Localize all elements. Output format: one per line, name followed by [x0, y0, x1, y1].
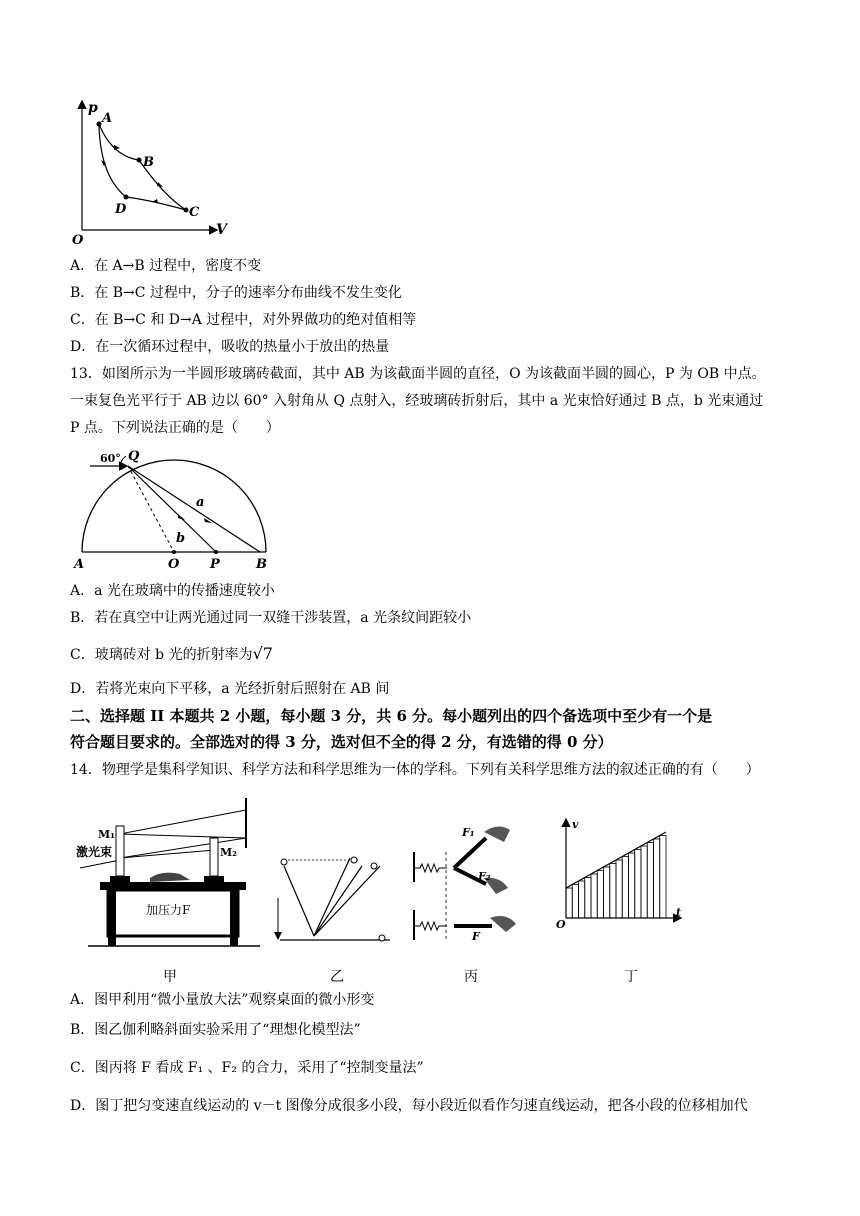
vt-strip [610, 864, 616, 919]
caption-yi: 乙 [330, 969, 344, 985]
curve-da [99, 124, 126, 197]
pv-diagram [70, 96, 240, 246]
vt-strip [629, 853, 635, 918]
v-axis-label: V [216, 222, 227, 238]
q13-stem-line-2: 一束复色光平行于 AB 边以 60° 入射角从 Q 点射入，经玻璃砖折射后，其中 a 光束恰好通过 B 点，b 光束通过 [70, 393, 764, 409]
point-q-label: Q [128, 449, 140, 464]
ray-a-label: a [196, 495, 205, 510]
q13-stem-line-3: P 点。下列说法正确的是（ ） [70, 420, 280, 436]
vt-strip [660, 836, 666, 919]
origin-label: O [72, 233, 84, 246]
v-axis-label: v [572, 818, 579, 831]
mirror-m1-label: M₁ [98, 828, 115, 841]
point-o-label: O [168, 557, 180, 572]
vt-strip [585, 878, 591, 919]
curve-ab [99, 124, 139, 160]
q13-option-b: B．若在真空中让两光通过同一双缝干涉装置，a 光条纹间距较小 [70, 610, 472, 626]
point-c-label: C [189, 205, 200, 220]
ray-a [128, 466, 260, 552]
point-a-label: A [74, 557, 85, 572]
vt-strip [654, 839, 660, 918]
q14-option-a: A．图甲利用“微小量放大法”观察桌面的微小形变 [70, 992, 375, 1008]
ray-b-label: b [176, 531, 186, 546]
figure-ding [556, 816, 686, 932]
figure-yi [270, 820, 400, 950]
vt-strip [641, 846, 647, 918]
q12-option-a: A．在 A→B 过程中，密度不变 [70, 258, 262, 274]
vt-strip [622, 857, 628, 919]
vt-strip [647, 843, 653, 919]
q13-option-a: A．a 光在玻璃中的传播速度较小 [70, 583, 275, 599]
point-a-label: A [102, 111, 113, 126]
q13-option-c [70, 644, 273, 665]
point-b-label: B [256, 557, 267, 572]
vt-strip [635, 850, 641, 919]
mirror-m2-label: M₂ [220, 846, 237, 859]
pressure-force-label: 加压力F [146, 903, 191, 917]
origin-label: O [556, 918, 566, 931]
force-f2-label: F₂ [478, 870, 491, 883]
sqrt-seven: √7 [252, 644, 273, 663]
glass-semicircle-diagram [70, 446, 280, 574]
vt-strip [579, 881, 585, 918]
vt-strips [566, 836, 666, 919]
vt-strip [616, 860, 622, 918]
caption-jia: 甲 [163, 969, 177, 985]
q12-option-b: B．在 B→C 过程中，分子的速率分布曲线不发生变化 [70, 285, 402, 301]
section-2-heading-line-2: 符合题目要求的。全部选对的得 3 分，选对但不全的得 2 分，有选错的得 0 分） [70, 733, 613, 751]
force-f-label: F [472, 930, 480, 943]
vt-strip [597, 871, 603, 919]
q14-option-b: B．图乙伽利略斜面实验采用了“理想化模型法” [70, 1022, 361, 1038]
point-d-label: D [115, 202, 127, 217]
figure-bing [406, 812, 526, 952]
p-axis-label: p [88, 100, 98, 116]
q13-option-d: D．若将光束向下平移，a 光经折射后照射在 AB 间 [70, 681, 390, 697]
section-2-heading-line-1: 二、选择题 II 本题共 2 小题，每小题 3 分，共 6 分。每小题列出的四个备选项中至少有一个是 [70, 707, 713, 725]
angle-label: 60° [100, 452, 121, 465]
caption-ding: 丁 [624, 969, 638, 985]
q12-option-d: D．在一次循环过程中，吸收的热量小于放出的热量 [70, 339, 390, 355]
normal-line [128, 466, 174, 552]
force-f1-label: F₁ [462, 826, 475, 839]
caption-bing: 丙 [464, 969, 478, 985]
q13-option-c-text: C．玻璃砖对 b 光的折射率为 [70, 647, 253, 663]
point-p-label: P [210, 557, 220, 572]
vt-strip [604, 867, 610, 918]
q13-stem-line-1: 13．如图所示为一半圆形玻璃砖截面，其中 AB 为该截面半圆的直径，O 为该截面半圆的圆心，P 为 OB 中点。 [70, 366, 766, 382]
point-b-label: B [143, 155, 154, 170]
laser-beam-label: 激光束 [76, 845, 113, 859]
vt-strip [566, 888, 572, 918]
t-axis-label: t [676, 906, 682, 919]
q14-option-c: C．图丙将 F 看成 F₁ 、F₂ 的合力，采用了“控制变量法” [70, 1060, 424, 1076]
q14-option-d: D．图丁把匀变速直线运动的 v－t 图像分成很多小段，每小段近似看作匀速直线运动，把各小段的位移相加代 [70, 1098, 748, 1114]
vt-strip [591, 874, 597, 918]
figure-jia [70, 794, 260, 958]
q12-option-c: C．在 B→C 和 D→A 过程中，对外界做功的绝对值相等 [70, 312, 417, 328]
q14-stem: 14．物理学是集科学知识、科学方法和科学思维为一体的学科。下列有关科学思维方法的叙述正确的有（ ） [70, 762, 760, 778]
vt-strip [572, 885, 578, 919]
